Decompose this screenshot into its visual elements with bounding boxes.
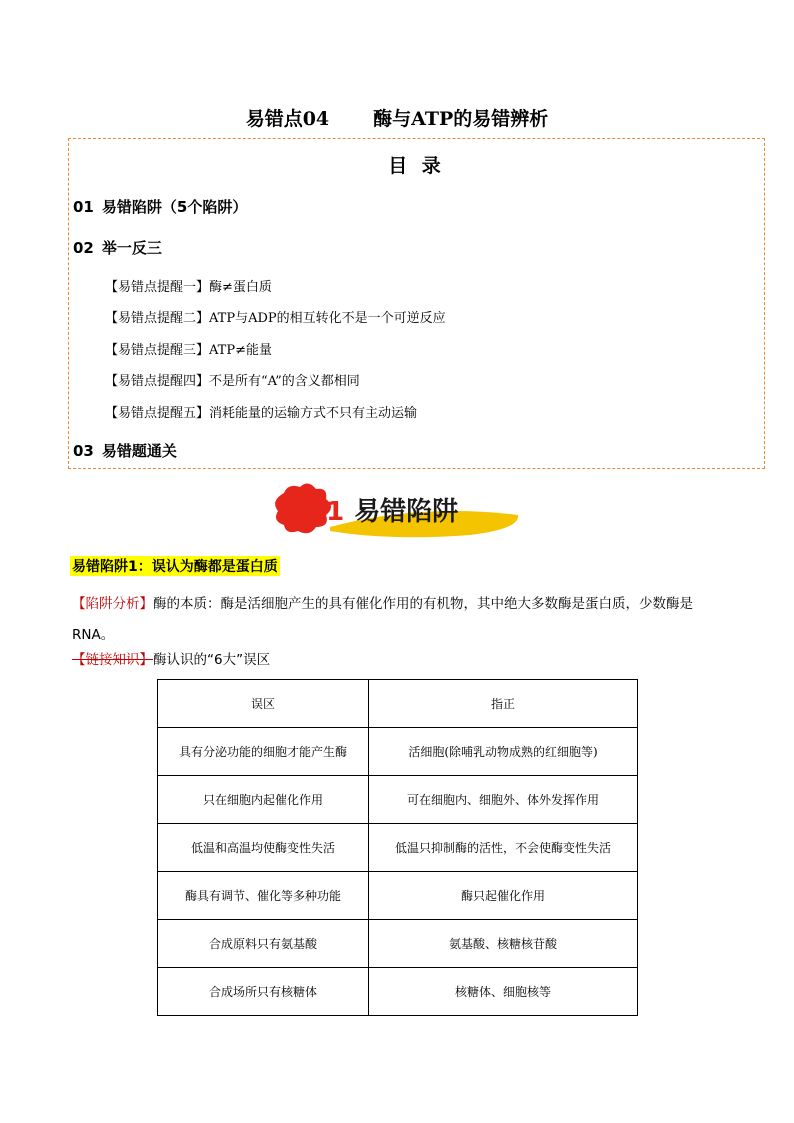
table-row [158,824,638,872]
table-header-row [158,680,638,728]
table-cell: 酶具有调节、催化等多种功能 [158,872,369,920]
section-banner [270,481,525,539]
toc-item[interactable]: 【易错点提醒二】ATP与ADP的相互转化不是一个可逆反应 [105,311,446,326]
table-cell: 具有分泌功能的细胞才能产生酶 [158,728,369,776]
toc-item[interactable]: 【易错点提醒五】消耗能量的运输方式不只有主动运输 [105,406,418,421]
toc-section-number: 01 [73,198,94,216]
toc-section-label: 举一反三 [101,239,162,257]
table-cell: 活细胞(除哺乳动物成熟的红细胞等) [369,728,638,776]
toc-section-3[interactable] [73,440,177,461]
table-of-contents [68,138,765,469]
misconception-table [157,679,638,1016]
toc-item[interactable]: 【易错点提醒三】ATP≠能量 [105,343,272,358]
toc-section-1[interactable] [73,196,247,217]
link-tag: 【链接知识】 [72,652,153,668]
banner-number: 01 [308,497,345,527]
toc-section-2[interactable] [73,237,162,258]
table-cell: 酶只起催化作用 [369,872,638,920]
table-cell: 合成场所只有核糖体 [158,968,369,1016]
table-row [158,776,638,824]
toc-heading: 目 录 [388,155,445,177]
analysis-text: 酶的本质：酶是活细胞产生的具有催化作用的有机物，其中绝大多数酶是蛋白质，少数酶是RNA。 [72,596,693,643]
link-knowledge [72,645,732,676]
trap-1-title: 易错陷阱1：误认为酶都是蛋白质 [70,556,280,576]
table-header-misconception: 误区 [158,680,369,728]
table-header-correction: 指正 [369,680,638,728]
title-part2: 酶与ATP的易错辨析 [373,108,549,130]
analysis-tag: 【陷阱分析】 [72,596,153,612]
table-row [158,872,638,920]
table-cell: 只在细胞内起催化作用 [158,776,369,824]
table-cell: 低温只抑制酶的活性，不会使酶变性失活 [369,824,638,872]
table-row [158,728,638,776]
table-cell: 低温和高温均使酶变性失活 [158,824,369,872]
banner-title [308,491,458,528]
link-text: 酶认识的“6大”误区 [153,652,271,668]
document-title [0,104,794,131]
table-cell: 合成原料只有氨基酸 [158,920,369,968]
table-row [158,968,638,1016]
title-part1: 易错点04 [245,108,330,130]
toc-section-number: 02 [73,239,94,257]
toc-item[interactable]: 【易错点提醒四】不是所有“A”的含义都相同 [105,374,360,389]
banner-label: 易错陷阱 [354,497,459,527]
toc-section-number: 03 [73,442,94,460]
toc-item[interactable]: 【易错点提醒一】酶≠蛋白质 [105,280,272,295]
toc-section-label: 易错陷阱（5个陷阱） [101,198,248,216]
toc-section-label: 易错题通关 [101,442,177,460]
table-row [158,920,638,968]
table-cell: 可在细胞内、细胞外、体外发挥作用 [369,776,638,824]
table-cell: 氨基酸、核糖核苷酸 [369,920,638,968]
table-cell: 核糖体、细胞核等 [369,968,638,1016]
trap-analysis [72,589,732,651]
